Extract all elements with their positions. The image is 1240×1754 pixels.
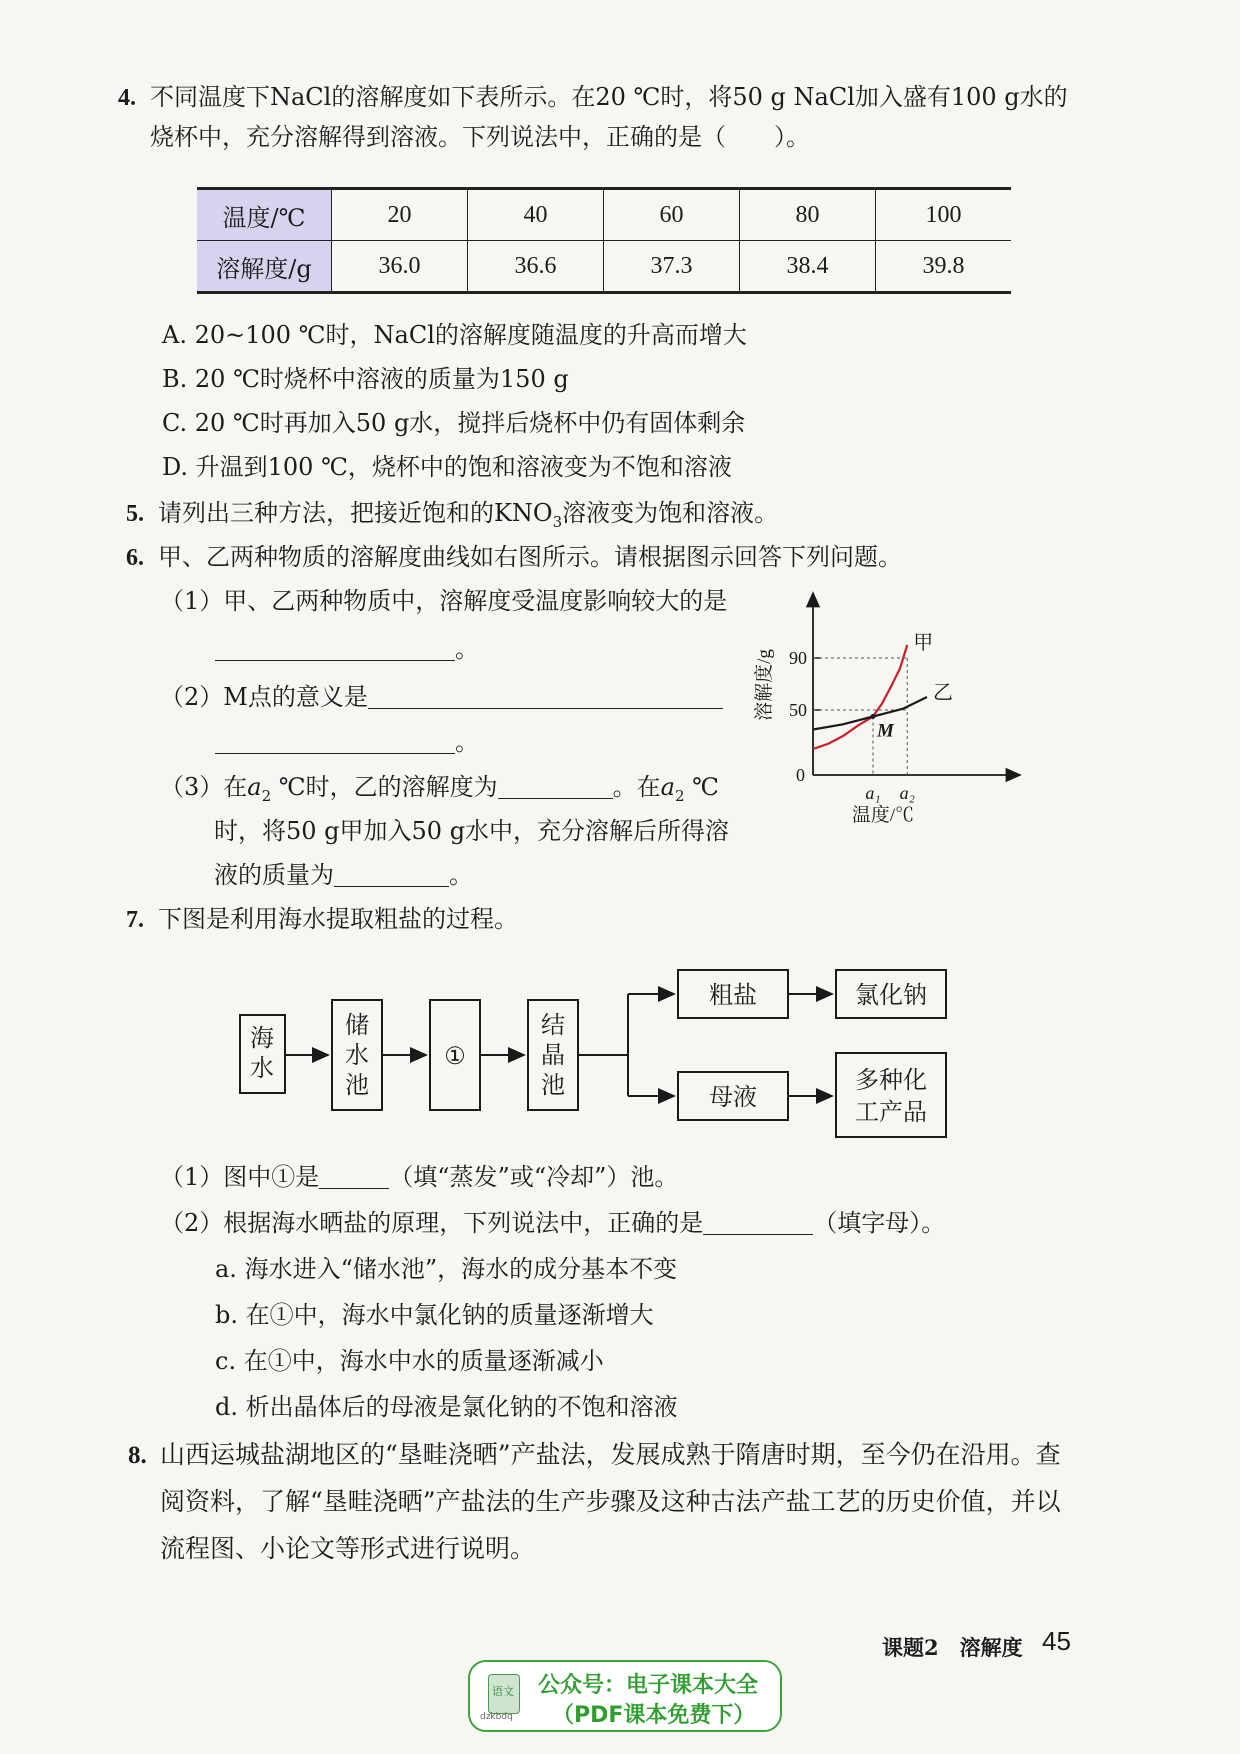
table-cell: 37.3 (604, 241, 740, 293)
series-label: 甲 (913, 632, 934, 654)
book-icon: 语文 (488, 1674, 520, 1714)
watermark-small-text: dzkbdq (480, 1712, 513, 1722)
q6-part2: （2）M点的意义是 (160, 680, 723, 714)
q4-number: 4. (118, 85, 136, 111)
step1-label: ① (444, 1042, 466, 1070)
table-cell: 40 (468, 189, 604, 241)
table-cell: 20 (332, 189, 468, 241)
answer-blank[interactable] (703, 1210, 813, 1235)
q5-text: 请列出三种方法，把接近饱和的$KNO_3$溶液变为饱和溶液。 (158, 499, 779, 531)
q4-text-line1: 不同温度下NaCl的溶解度如下表所示。在20 ℃时，将50 g NaCl加入盛有100 g水的 (150, 83, 1068, 111)
q6-part1-answer: 。 (215, 632, 479, 666)
y-tick-label: 50 (789, 700, 807, 720)
table-cell: 80 (740, 189, 876, 241)
q6-part1: （1）甲、乙两种物质中，溶解度受温度影响较大的是 (160, 587, 728, 615)
answer-blank[interactable] (368, 684, 723, 709)
y-tick-label: 90 (789, 648, 807, 668)
page-number: 45 (1042, 1626, 1071, 1656)
x-axis-label: 温度/℃ (851, 805, 915, 826)
answer-blank[interactable] (319, 1164, 389, 1189)
q8-line2: 阅资料，了解“垦畦浇晒”产盐法的生产步骤及这种古法产盐工艺的历史价值，并以 (160, 1487, 1061, 1516)
table-row (197, 189, 1011, 241)
q6-part3-line1: （3）在$a_2$ ℃时，乙的溶解度为 。在$a_2$ ℃ (160, 773, 719, 805)
products-label: 工产品 (855, 1098, 927, 1126)
q4-option-c: C. 20 ℃时再加入50 g水，搅拌后烧杯中仍有固体剩余 (162, 409, 746, 437)
q6-part3-line2: 时，将50 g甲加入50 g水中，充分溶解后所得溶 (214, 817, 730, 845)
nacl-label: 氯化钠 (855, 981, 927, 1009)
watermark-badge (468, 1660, 782, 1732)
series-label: 乙 (933, 682, 953, 704)
table-cell: 36.6 (468, 241, 604, 293)
table-cell: 39.8 (876, 241, 1012, 293)
q4-text-line2: 烧杯中，充分溶解得到溶液。下列说法中，正确的是（ ）。 (150, 123, 810, 151)
answer-blank[interactable] (334, 862, 449, 887)
table-header-temperature: 温度/℃ (197, 189, 332, 241)
x-tick-label: a₁ (865, 783, 881, 803)
q7-part1: （1）图中①是 （填“蒸发”或“冷却”）池。 (160, 1163, 679, 1191)
q4-option-b: B. 20 ℃时烧杯中溶液的质量为150 g (162, 365, 569, 393)
salt-extraction-flowchart (230, 960, 970, 1140)
q7-part2: （2）根据海水晒盐的原理，下列说法中，正确的是 （填字母）。 (160, 1209, 946, 1237)
table-cell: 100 (876, 189, 1012, 241)
solubility-table (197, 187, 1011, 294)
x-tick-label: a₂ (899, 783, 915, 803)
watermark-line1: 公众号：电子课本大全 (538, 1673, 759, 1698)
y-axis-label: 溶解度/g (754, 649, 775, 721)
answer-blank[interactable] (498, 774, 613, 799)
crystal-char: 晶 (541, 1041, 565, 1069)
storage-char: 水 (345, 1041, 369, 1069)
seawater-char: 水 (250, 1054, 274, 1082)
q6-part2-answer: 。 (215, 725, 479, 759)
series-line-yi (813, 697, 927, 730)
table-cell: 38.4 (740, 241, 876, 293)
table-row (197, 241, 1011, 293)
q7-number: 7. (126, 907, 144, 933)
point-m-label: M (877, 720, 894, 742)
table-cell: 60 (604, 189, 740, 241)
q6-text: 甲、乙两种物质的溶解度曲线如右图所示。请根据图示回答下列问题。 (158, 543, 902, 571)
q7-option-a: a. 海水进入“储水池”，海水的成分基本不变 (215, 1255, 678, 1283)
solubility-curve-chart (750, 585, 1050, 865)
q8-line1: 山西运城盐湖地区的“垦畦浇晒”产盐法，发展成熟于隋唐时期，至今仍在沿用。查 (160, 1440, 1061, 1469)
q7-option-d: d. 析出晶体后的母液是氯化钠的不饱和溶液 (215, 1393, 678, 1421)
table-cell: 36.0 (332, 241, 468, 293)
products-label: 多种化 (855, 1066, 927, 1094)
q7-text: 下图是利用海水提取粗盐的过程。 (158, 905, 518, 933)
answer-blank[interactable] (215, 729, 455, 754)
crystal-char: 结 (541, 1011, 565, 1039)
mother-liquor-label: 母液 (709, 1083, 757, 1111)
q8-number: 8. (128, 1442, 147, 1469)
section-title: 课题2 溶解度 (882, 1635, 1023, 1660)
q5-number: 5. (126, 501, 144, 527)
point-m (871, 714, 876, 719)
q4-option-d: D. 升温到100 ℃，烧杯中的饱和溶液变为不饱和溶液 (162, 453, 732, 481)
crude-salt-label: 粗盐 (709, 981, 757, 1009)
q4-option-a: A. 20~100 ℃时，NaCl的溶解度随温度的升高而增大 (162, 321, 747, 349)
q6-part3-line3: 液的质量为 。 (214, 861, 473, 889)
answer-blank[interactable] (215, 636, 455, 661)
storage-char: 池 (345, 1071, 369, 1099)
origin-label: 0 (796, 765, 805, 785)
q7-option-b: b. 在①中，海水中氯化钠的质量逐渐增大 (215, 1301, 654, 1329)
seawater-char: 海 (250, 1024, 274, 1052)
crystal-char: 池 (541, 1071, 565, 1099)
watermark-line2: （PDF课本免费下） (552, 1703, 756, 1728)
table-header-solubility: 溶解度/g (197, 241, 332, 293)
q8-line3: 流程图、小论文等形式进行说明。 (160, 1534, 536, 1563)
storage-char: 储 (345, 1011, 369, 1039)
q7-option-c: c. 在①中，海水中水的质量逐渐减小 (215, 1347, 604, 1375)
q6-number: 6. (126, 545, 144, 571)
